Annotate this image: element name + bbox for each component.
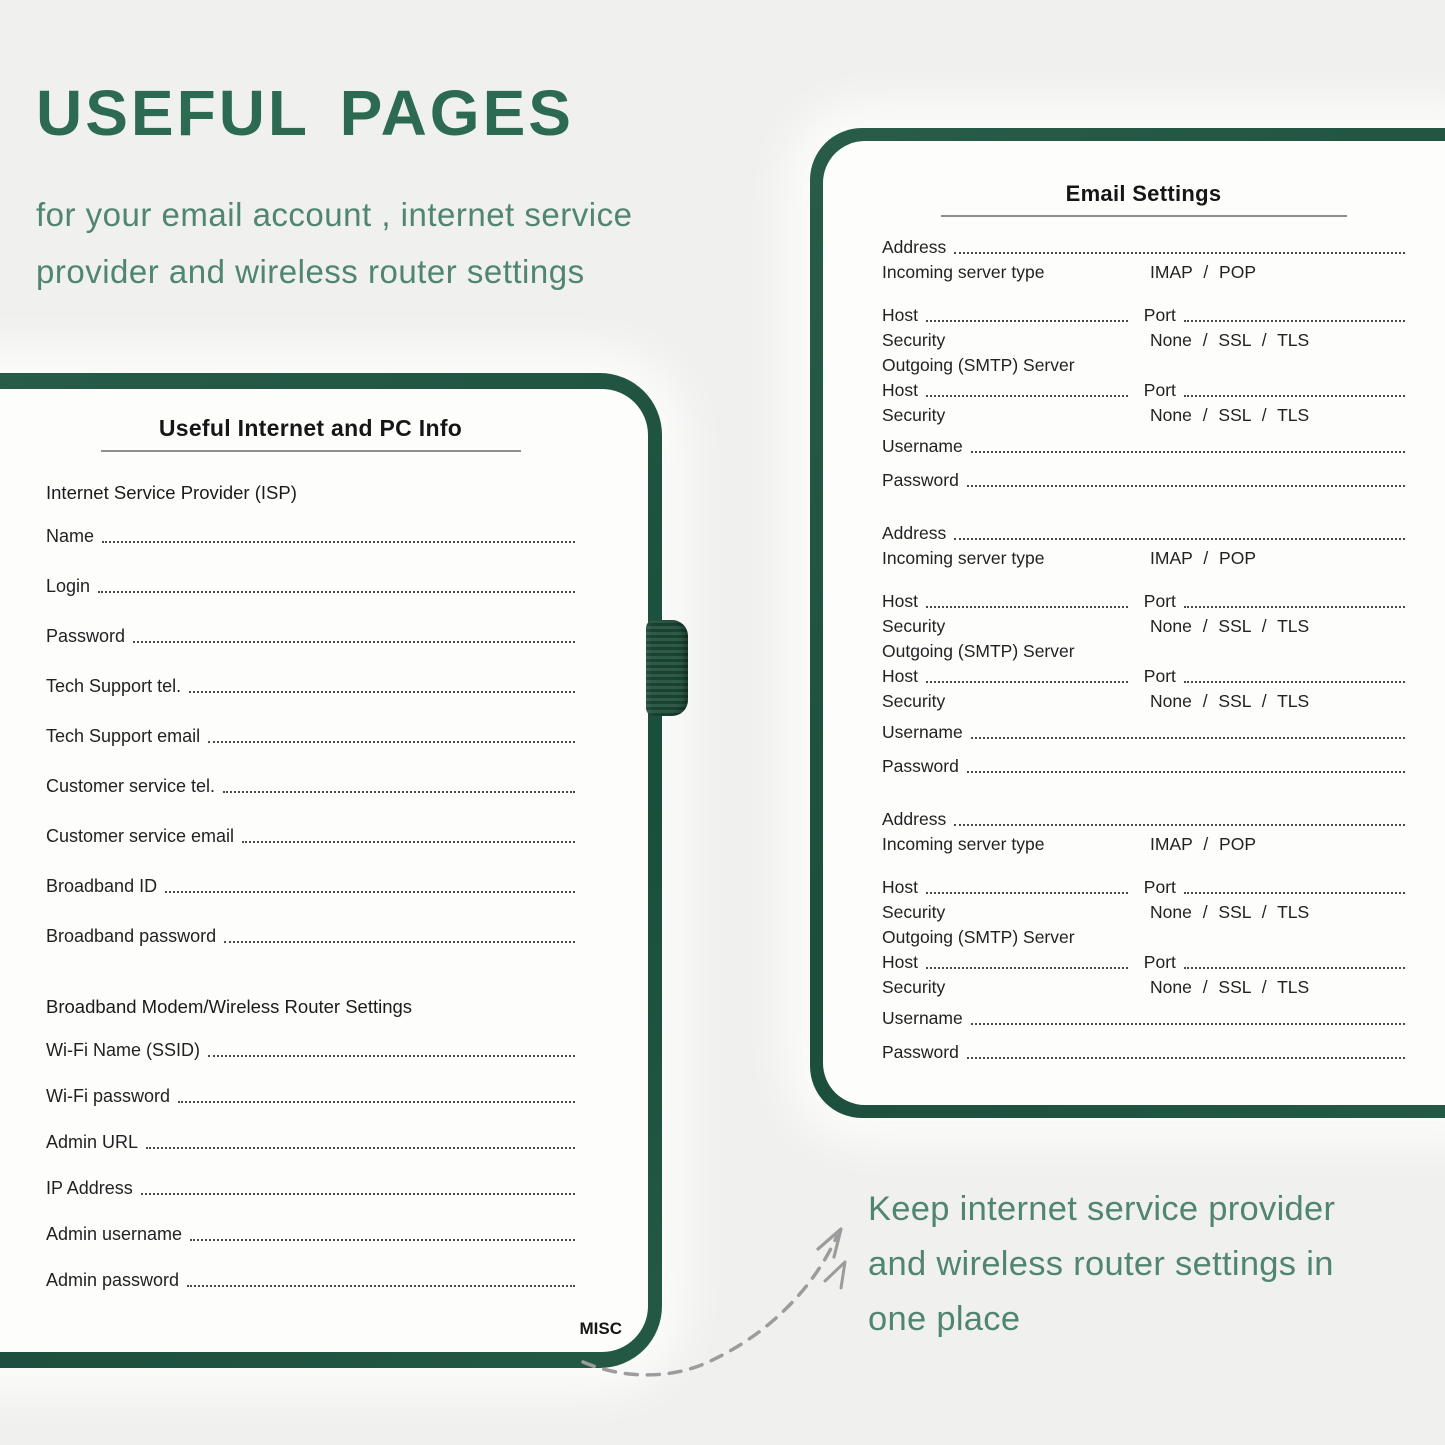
form-field-row: [882, 805, 1405, 830]
dotted-line: [971, 737, 1405, 739]
field-label: Security: [882, 977, 946, 997]
form-field-row: [46, 1087, 575, 1107]
dotted-line: [926, 681, 1128, 683]
left-page-title: Useful Internet and PC Info: [158, 415, 463, 441]
dotted-line: [1184, 320, 1405, 322]
caption-text: Keep internet service provider and wireless router settings in one place: [868, 1190, 1336, 1338]
form-field-row: [882, 923, 1405, 948]
dotted-line: [967, 771, 1405, 773]
dotted-line: [187, 1285, 575, 1287]
field-label: Port: [1143, 380, 1176, 400]
form-field-row: [46, 827, 575, 847]
port-field: [1144, 591, 1405, 612]
field-label: Port: [1143, 877, 1176, 897]
form-field-row: [46, 877, 575, 897]
header: [36, 76, 632, 300]
dotted-line: [98, 591, 575, 593]
field-label: Login: [46, 576, 91, 596]
form-field-row: [46, 927, 575, 947]
field-label: Incoming server type: [882, 262, 1045, 282]
port-field: [1144, 380, 1405, 401]
dotted-line: [165, 891, 575, 893]
dotted-line: [178, 1101, 575, 1103]
email-settings-block: [882, 805, 1405, 1063]
dotted-line: [967, 485, 1405, 487]
dotted-line: [141, 1193, 575, 1195]
form-field-row: [882, 258, 1405, 283]
field-label: Incoming server type: [882, 548, 1045, 568]
field-label: Customer service email: [46, 826, 235, 846]
field-label: Username: [882, 1008, 963, 1028]
field-label: Address: [882, 237, 947, 257]
spacer: [882, 283, 1405, 301]
field-label: Outgoing (SMTP) Server: [882, 927, 1075, 947]
form-field-row: [46, 1179, 575, 1199]
field-label: Admin password: [46, 1270, 180, 1290]
port-field: [1144, 877, 1405, 898]
option-choices: IMAP / POP: [1150, 548, 1257, 568]
isp-section-heading: Internet Service Provider (ISP): [46, 482, 297, 503]
left-page: [0, 389, 648, 1352]
dotted-line: [1184, 395, 1405, 397]
dotted-line: [1184, 681, 1405, 683]
form-field-row: [882, 898, 1405, 923]
dotted-line: [133, 641, 575, 643]
field-label: Customer service tel.: [46, 776, 216, 796]
page-title: USEFUL PAGES: [36, 77, 574, 149]
router-fields: [46, 1041, 575, 1291]
field-label: Host: [882, 952, 918, 972]
form-field-row: [882, 637, 1405, 662]
field-label: Password: [882, 756, 959, 776]
form-field-row: [882, 830, 1405, 855]
field-label: Password: [882, 470, 959, 490]
form-field-row: [46, 527, 575, 547]
pen-elastic-loop-icon: [646, 620, 688, 716]
right-page-title: Email Settings: [1065, 181, 1222, 206]
notebook-left-cover: [0, 373, 662, 1368]
dotted-line: [1184, 892, 1405, 894]
field-label: Port: [1143, 952, 1176, 972]
field-label: Tech Support email: [46, 726, 201, 746]
port-field: [1144, 952, 1405, 973]
option-choices: None / SSL / TLS: [1150, 977, 1310, 997]
field-label: Address: [882, 809, 947, 829]
form-field-row: [46, 677, 575, 697]
form-field-row: [46, 577, 575, 597]
misc-corner-label: MISC: [579, 1319, 622, 1338]
port-field: [1144, 666, 1405, 687]
email-settings-block: [882, 233, 1405, 491]
dotted-line: [223, 791, 575, 793]
form-field-row: [46, 1271, 575, 1291]
form-field-row: [882, 466, 1405, 491]
form-field-row: [882, 612, 1405, 637]
spacer: [882, 569, 1405, 587]
field-label: Security: [882, 902, 946, 922]
field-label: Password: [46, 626, 126, 646]
dotted-line: [926, 967, 1128, 969]
form-field-row: [882, 301, 1405, 326]
router-section-heading: Broadband Modem/Wireless Router Settings: [46, 996, 413, 1017]
port-field: [1144, 305, 1405, 326]
form-field-row: [46, 777, 575, 797]
form-field-row: [882, 401, 1405, 426]
form-field-row: [882, 519, 1405, 544]
dotted-line: [954, 824, 1405, 826]
notebook-right-cover: [810, 128, 1445, 1118]
field-label: Outgoing (SMTP) Server: [882, 355, 1075, 375]
dotted-line: [190, 1239, 575, 1241]
form-field-row: [882, 873, 1405, 898]
form-field-row: [882, 718, 1405, 743]
form-field-row: [46, 1225, 575, 1245]
email-settings-blocks: [882, 233, 1405, 1063]
field-label: Security: [882, 330, 946, 350]
form-field-row: [46, 727, 575, 747]
form-field-row: [882, 432, 1405, 457]
dotted-line: [208, 741, 575, 743]
isp-fields: [46, 527, 575, 947]
form-field-row: [882, 1004, 1405, 1029]
form-field-row: [882, 752, 1405, 777]
field-label: Broadband password: [46, 926, 217, 946]
title-underline: [101, 450, 521, 452]
form-field-row: [882, 1038, 1405, 1063]
dotted-line: [208, 1055, 575, 1057]
option-choices: None / SSL / TLS: [1150, 902, 1310, 922]
dotted-line: [146, 1147, 575, 1149]
form-field-row: [46, 1041, 575, 1061]
field-label: Incoming server type: [882, 834, 1045, 854]
field-label: Port: [1143, 591, 1176, 611]
field-label: Broadband ID: [46, 876, 158, 896]
subtitle-line-2: provider and wireless router settings: [36, 253, 585, 290]
field-label: Security: [882, 691, 946, 711]
field-label: Name: [46, 526, 95, 546]
field-label: Wi-Fi Name (SSID): [46, 1040, 200, 1060]
form-field-row: [882, 233, 1405, 258]
dotted-line: [967, 1057, 1405, 1059]
field-label: IP Address: [46, 1178, 133, 1198]
field-label: Username: [882, 722, 963, 742]
host-field: [882, 591, 1128, 612]
email-settings-block: [882, 519, 1405, 777]
field-label: Admin username: [46, 1224, 183, 1244]
host-field: [882, 666, 1128, 687]
dotted-line: [926, 395, 1128, 397]
dotted-line: [1184, 606, 1405, 608]
dotted-line: [926, 606, 1128, 608]
dotted-line: [926, 892, 1128, 894]
dotted-line: [954, 252, 1405, 254]
field-label: Port: [1143, 305, 1176, 325]
field-label: Security: [882, 616, 946, 636]
option-choices: IMAP / POP: [1150, 262, 1257, 282]
dotted-line: [242, 841, 575, 843]
field-label: Tech Support tel.: [46, 676, 182, 696]
field-label: Host: [882, 380, 918, 400]
field-label: Port: [1143, 666, 1176, 686]
option-choices: None / SSL / TLS: [1150, 330, 1310, 350]
option-choices: None / SSL / TLS: [1150, 405, 1310, 425]
form-field-row: [882, 662, 1405, 687]
option-choices: None / SSL / TLS: [1150, 691, 1310, 711]
subtitle-line-1: for your email account , internet service: [36, 196, 633, 233]
form-field-row: [882, 687, 1405, 712]
field-label: Wi-Fi password: [46, 1086, 171, 1106]
title-underline: [941, 215, 1347, 217]
field-label: Password: [882, 1042, 959, 1062]
dotted-line: [1184, 967, 1405, 969]
dotted-line: [926, 320, 1128, 322]
form-field-row: [882, 973, 1405, 998]
form-field-row: [882, 948, 1405, 973]
header-subtitle: [36, 186, 632, 300]
field-label: Host: [882, 666, 918, 686]
field-label: Username: [882, 436, 963, 456]
right-page: [823, 141, 1445, 1105]
dotted-line: [189, 691, 575, 693]
host-field: [882, 952, 1128, 973]
option-choices: IMAP / POP: [1150, 834, 1257, 854]
form-field-row: [882, 376, 1405, 401]
dotted-line: [971, 1023, 1405, 1025]
host-field: [882, 877, 1128, 898]
form-field-row: [46, 1133, 575, 1153]
form-field-row: [882, 544, 1405, 569]
form-field-row: [882, 351, 1405, 376]
dotted-line: [102, 541, 575, 543]
host-field: [882, 380, 1128, 401]
form-field-row: [882, 326, 1405, 351]
host-field: [882, 305, 1128, 326]
field-label: Host: [882, 591, 918, 611]
dotted-line: [224, 941, 575, 943]
field-label: Security: [882, 405, 946, 425]
form-field-row: [882, 587, 1405, 612]
dotted-line: [971, 451, 1405, 453]
field-label: Address: [882, 523, 947, 543]
option-choices: None / SSL / TLS: [1150, 616, 1310, 636]
field-label: Admin URL: [46, 1132, 139, 1152]
field-label: Outgoing (SMTP) Server: [882, 641, 1075, 661]
field-label: Host: [882, 305, 918, 325]
field-label: Host: [882, 877, 918, 897]
dotted-line: [954, 538, 1405, 540]
form-field-row: [46, 627, 575, 647]
spacer: [882, 855, 1405, 873]
